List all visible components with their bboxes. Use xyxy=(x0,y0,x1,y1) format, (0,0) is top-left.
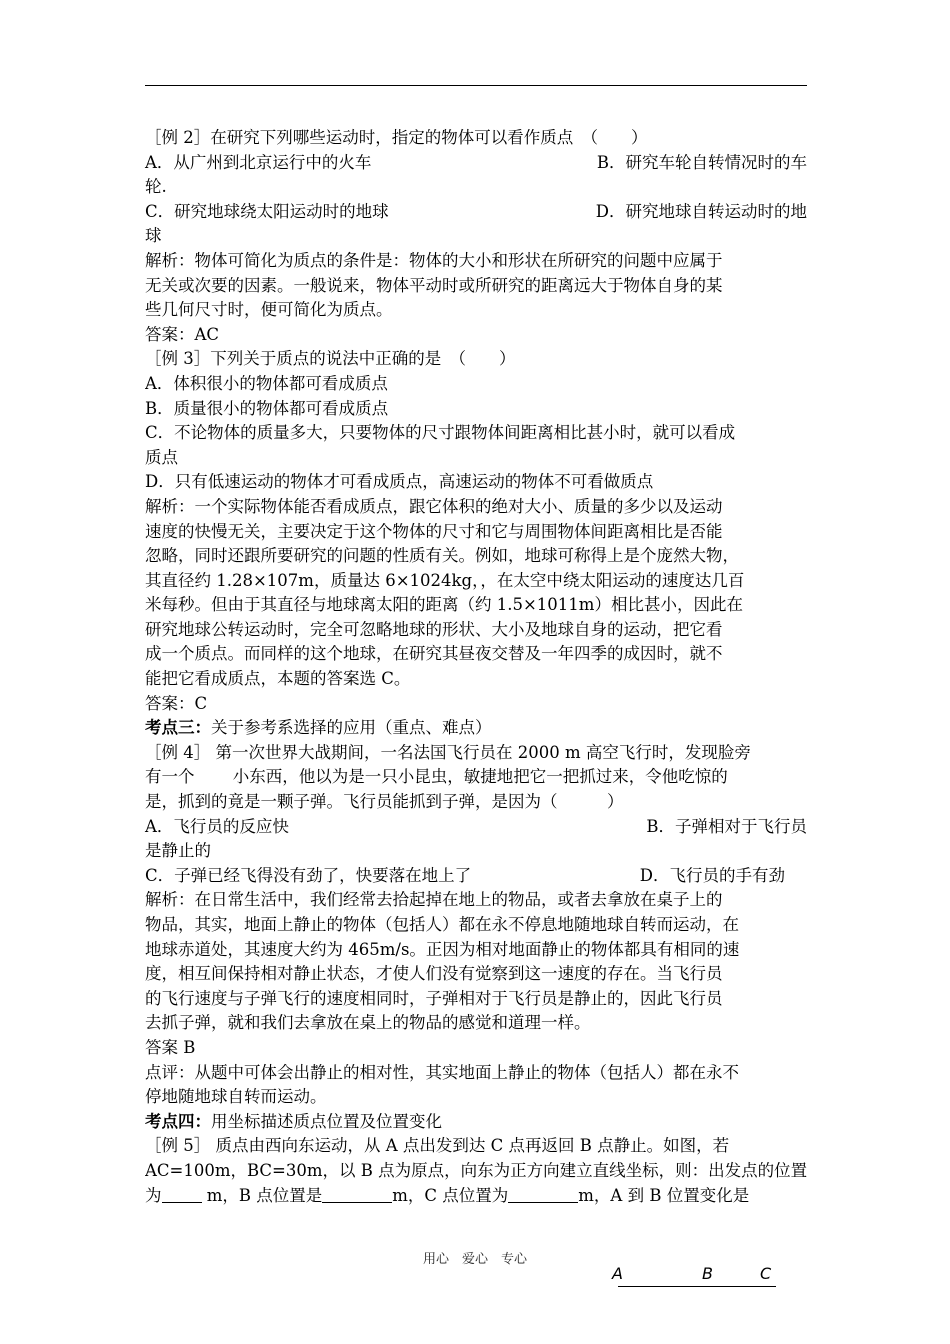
answer: 答案 B xyxy=(145,1037,196,1057)
example-2-options-ab xyxy=(145,151,807,176)
analysis-line: 研究地球公转运动时，完全可忽略地球的形状、大小及地球自身的运动，把它看 xyxy=(145,619,723,639)
option-d-continuation: 球 xyxy=(145,226,162,246)
option-b: B．研究车轮自转情况时的车 xyxy=(596,152,807,172)
analysis-line: 的飞行速度与子弹飞行的速度相同时，子弹相对于飞行员是静止的，因此飞行员 xyxy=(145,988,723,1008)
option-c: C．不论物体的质量多大，只要物体的尺寸跟物体间距离相比甚小时，就可以看成 xyxy=(145,423,736,443)
example-2-options-cd xyxy=(145,200,807,225)
answer-blank-start-position[interactable] xyxy=(162,1184,202,1203)
analysis-line: 物品，其实，地面上静止的物体（包括人）都在永不停息地随地球自转而运动，在 xyxy=(145,915,739,934)
point-c-label: C xyxy=(760,1264,772,1283)
analysis-line: 去抓子弹，就和我们去拿放在桌上的物品的感觉和道理一样。 xyxy=(145,1013,591,1033)
document-body xyxy=(145,126,807,1208)
text-segment: m，C 点位置为 xyxy=(392,1185,509,1205)
analysis-line: 地球赤道处，其速度大约为 465m/s。正因为相对地面静止的物体都具有相同的速 xyxy=(145,939,740,959)
option-d: D．飞行员的手有劲 xyxy=(639,865,785,885)
option-d: D．研究地球自转运动时的地 xyxy=(595,201,807,221)
option-a: A．从广州到北京运行中的火车 xyxy=(145,152,372,172)
example-2-title: ［例 2］在研究下列哪些运动时，指定的物体可以看作质点 （ ） xyxy=(145,128,648,147)
answer-blank-c-position[interactable] xyxy=(508,1184,578,1203)
analysis-line: 解析：在日常生活中，我们经常去拾起掉在地上的物品，或者去拿放在桌子上的 xyxy=(145,890,723,910)
analysis-line: 成一个质点。而同样的这个地球，在研究其昼夜交替及一年四季的成因时，就不 xyxy=(145,644,723,664)
option-a: A．飞行员的反应快 xyxy=(145,816,289,836)
analysis-line: 无关或次要的因素。一般说来，物体平动时或所研究的距离远大于物体自身的某 xyxy=(145,275,723,295)
key-point-label: 考点四： xyxy=(145,1111,211,1131)
example-4-title-line-2: 有一个 小东西，他以为是一只小昆虫，敏捷地把它一把抓过来，令他吃惊的 xyxy=(145,767,728,787)
key-point-3 xyxy=(145,716,807,741)
example-4-options-cd xyxy=(145,864,807,889)
page-footer: 用心 爱心 专心 xyxy=(422,1252,527,1267)
text-segment: m，A 到 B 位置变化是 xyxy=(578,1185,750,1205)
analysis-line: 其直径约 1.28×107m，质量达 6×1024kg，，在太空中绕太阳运动的速度达几百 xyxy=(145,570,745,590)
analysis-line: 度，相互间保持相对静止状态，才使人们没有觉察到这一速度的存在。当飞行员 xyxy=(145,964,723,984)
example-4-title: ［例 4］ 第一次世界大战期间，一名法国飞行员在 2000 m 高空飞行时，发现脸旁 xyxy=(145,742,751,762)
option-b: B．子弹相对于飞行员 xyxy=(646,816,807,836)
analysis-line: 解析：一个实际物体能否看成质点，跟它体积的绝对大小、质量的多少以及运动 xyxy=(145,496,723,516)
option-b-continuation: 轮. xyxy=(145,177,167,197)
answer-blank-b-position[interactable] xyxy=(322,1184,392,1203)
analysis-line: 忽略，同时还跟所要研究的问题的性质有关。例如，地球可称得上是个庞然大物， xyxy=(145,546,739,566)
answer: 答案：AC xyxy=(145,324,220,344)
key-point-text: 关于参考系选择的应用（重点、难点） xyxy=(211,718,492,738)
coordinate-line xyxy=(618,1286,776,1287)
option-b-continuation: 是静止的 xyxy=(145,841,211,861)
key-point-4 xyxy=(145,1110,807,1135)
key-point-text: 用坐标描述质点位置及位置变化 xyxy=(211,1111,442,1131)
text-segment: m，B 点位置是 xyxy=(201,1185,323,1205)
analysis-line: 速度的快慢无关，主要决定于这个物体的尺寸和它与周围物体间距离相比是否能 xyxy=(145,521,723,541)
analysis-line: 解析：物体可简化为质点的条件是：物体的大小和形状在所研究的问题中应属于 xyxy=(145,250,723,270)
example-5-line-3 xyxy=(145,1184,807,1209)
abc-line-figure xyxy=(610,1264,780,1294)
option-c-continuation: 质点 xyxy=(145,447,178,467)
option-d: D．只有低速运动的物体才可看成质点，高速运动的物体不可看做质点 xyxy=(145,472,654,492)
option-c: C．研究地球绕太阳运动时的地球 xyxy=(145,201,389,221)
example-4-options-ab xyxy=(145,815,807,840)
example-5-line-1: ［例 5］ 质点由西向东运动，从 A 点出发到达 C 点再返回 B 点静止。如图，若 xyxy=(145,1136,730,1156)
analysis-line: 些几何尺寸时，便可简化为质点。 xyxy=(145,300,393,320)
text-segment: 为 xyxy=(145,1185,162,1205)
option-b: B．质量很小的物体都可看成质点 xyxy=(145,398,389,418)
example-5-line-2: AC=100m，BC=30m，以 B 点为原点，向东为正方向建立直线坐标，则：出发点的位置 xyxy=(145,1160,807,1180)
example-3-title: ［例 3］下列关于质点的说法中正确的是 （ ） xyxy=(145,349,516,369)
option-a: A．体积很小的物体都可看成质点 xyxy=(145,373,388,393)
point-a-label: A xyxy=(612,1264,623,1283)
comment-line: 停地随地球自转而运动。 xyxy=(145,1087,327,1107)
answer: 答案：C xyxy=(145,693,208,713)
point-b-label: B xyxy=(702,1264,713,1283)
analysis-line: 米每秒。但由于其直径与地球离太阳的距离（约 1.5×1011m）相比甚小，因此在 xyxy=(145,595,743,615)
option-c: C．子弹已经飞得没有劲了，快要落在地上了 xyxy=(145,865,472,885)
comment-line: 点评：从题中可体会出静止的相对性，其实地面上静止的物体（包括人）都在永不 xyxy=(145,1062,739,1082)
header-rule xyxy=(145,85,807,86)
example-4-title-line-3: 是，抓到的竟是一颗子弹。飞行员能抓到子弹，是因为（ ） xyxy=(145,792,624,812)
key-point-label: 考点三： xyxy=(145,718,211,738)
analysis-line: 能把它看成质点，本题的答案选 C。 xyxy=(145,669,411,689)
